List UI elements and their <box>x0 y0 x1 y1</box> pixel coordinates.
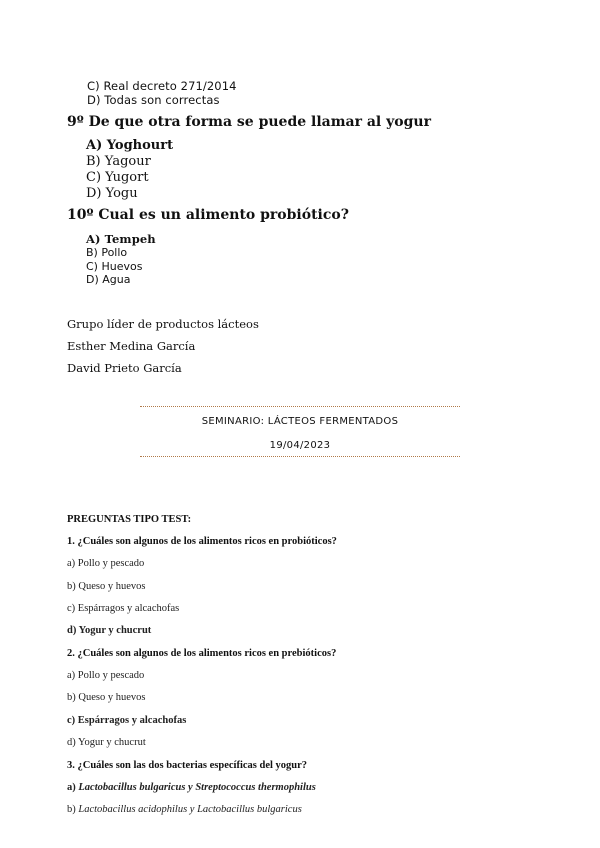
author-name: David Prieto García <box>67 361 182 375</box>
test-q3-option-b <box>67 804 302 815</box>
q10-option-a: A) Tempeh <box>86 232 156 246</box>
q9-option-a: A) Yoghourt <box>86 138 174 153</box>
option-text: Lactobacillus bulgaricus y Streptococcus thermophilus <box>78 782 316 793</box>
q10-option-d: D) Agua <box>86 273 131 286</box>
q9-option-c: C) Yugort <box>86 170 149 185</box>
test-q1-option-a: a) Pollo y pescado <box>67 558 145 569</box>
author-name: Esther Medina García <box>67 339 196 353</box>
q10-option-b: B) Pollo <box>86 246 128 259</box>
q9-option-b: B) Yagour <box>86 154 151 169</box>
test-question-1: 1. ¿Cuáles son algunos de los alimentos ricos en probióticos? <box>67 536 337 547</box>
q9-option-d: D) Yogu <box>86 186 138 201</box>
test-q3-option-a <box>67 782 316 793</box>
q10-option-c: C) Huevos <box>86 260 143 273</box>
option-prefix: b) <box>67 804 79 815</box>
test-question-3: 3. ¿Cuáles son las dos bacterias específicas del yogur? <box>67 760 308 771</box>
test-q2-option-d: d) Yogur y chucrut <box>67 737 146 748</box>
test-q1-option-b: b) Queso y huevos <box>67 581 146 592</box>
question-9-title: 9º De que otra forma se puede llamar al yogur <box>67 114 431 130</box>
seminar-date: 19/04/2023 <box>269 440 331 451</box>
test-question-2: 2. ¿Cuáles son algunos de los alimentos ricos en prebióticos? <box>67 648 337 659</box>
divider-top <box>140 406 460 407</box>
option-text: Lactobacillus acidophilus y Lactobacillus bulgaricus <box>78 804 302 815</box>
group-name: Grupo líder de productos lácteos <box>67 317 259 331</box>
option-c: C) Real decreto 271/2014 <box>87 79 237 93</box>
option-d: D) Todas son correctas <box>87 93 220 107</box>
test-q2-option-b: b) Queso y huevos <box>67 692 146 703</box>
test-q2-option-a: a) Pollo y pescado <box>67 670 145 681</box>
test-q1-option-d: d) Yogur y chucrut <box>67 625 152 636</box>
divider-bottom <box>140 456 460 457</box>
seminar-title: SEMINARIO: LÁCTEOS FERMENTADOS <box>201 416 399 427</box>
question-10-title: 10º Cual es un alimento probiótico? <box>67 207 349 223</box>
option-prefix: a) <box>67 782 79 793</box>
test-q1-option-c: c) Espárragos y alcachofas <box>67 603 180 614</box>
test-q2-option-c: c) Espárragos y alcachofas <box>67 715 187 726</box>
test-heading: PREGUNTAS TIPO TEST: <box>67 514 192 525</box>
